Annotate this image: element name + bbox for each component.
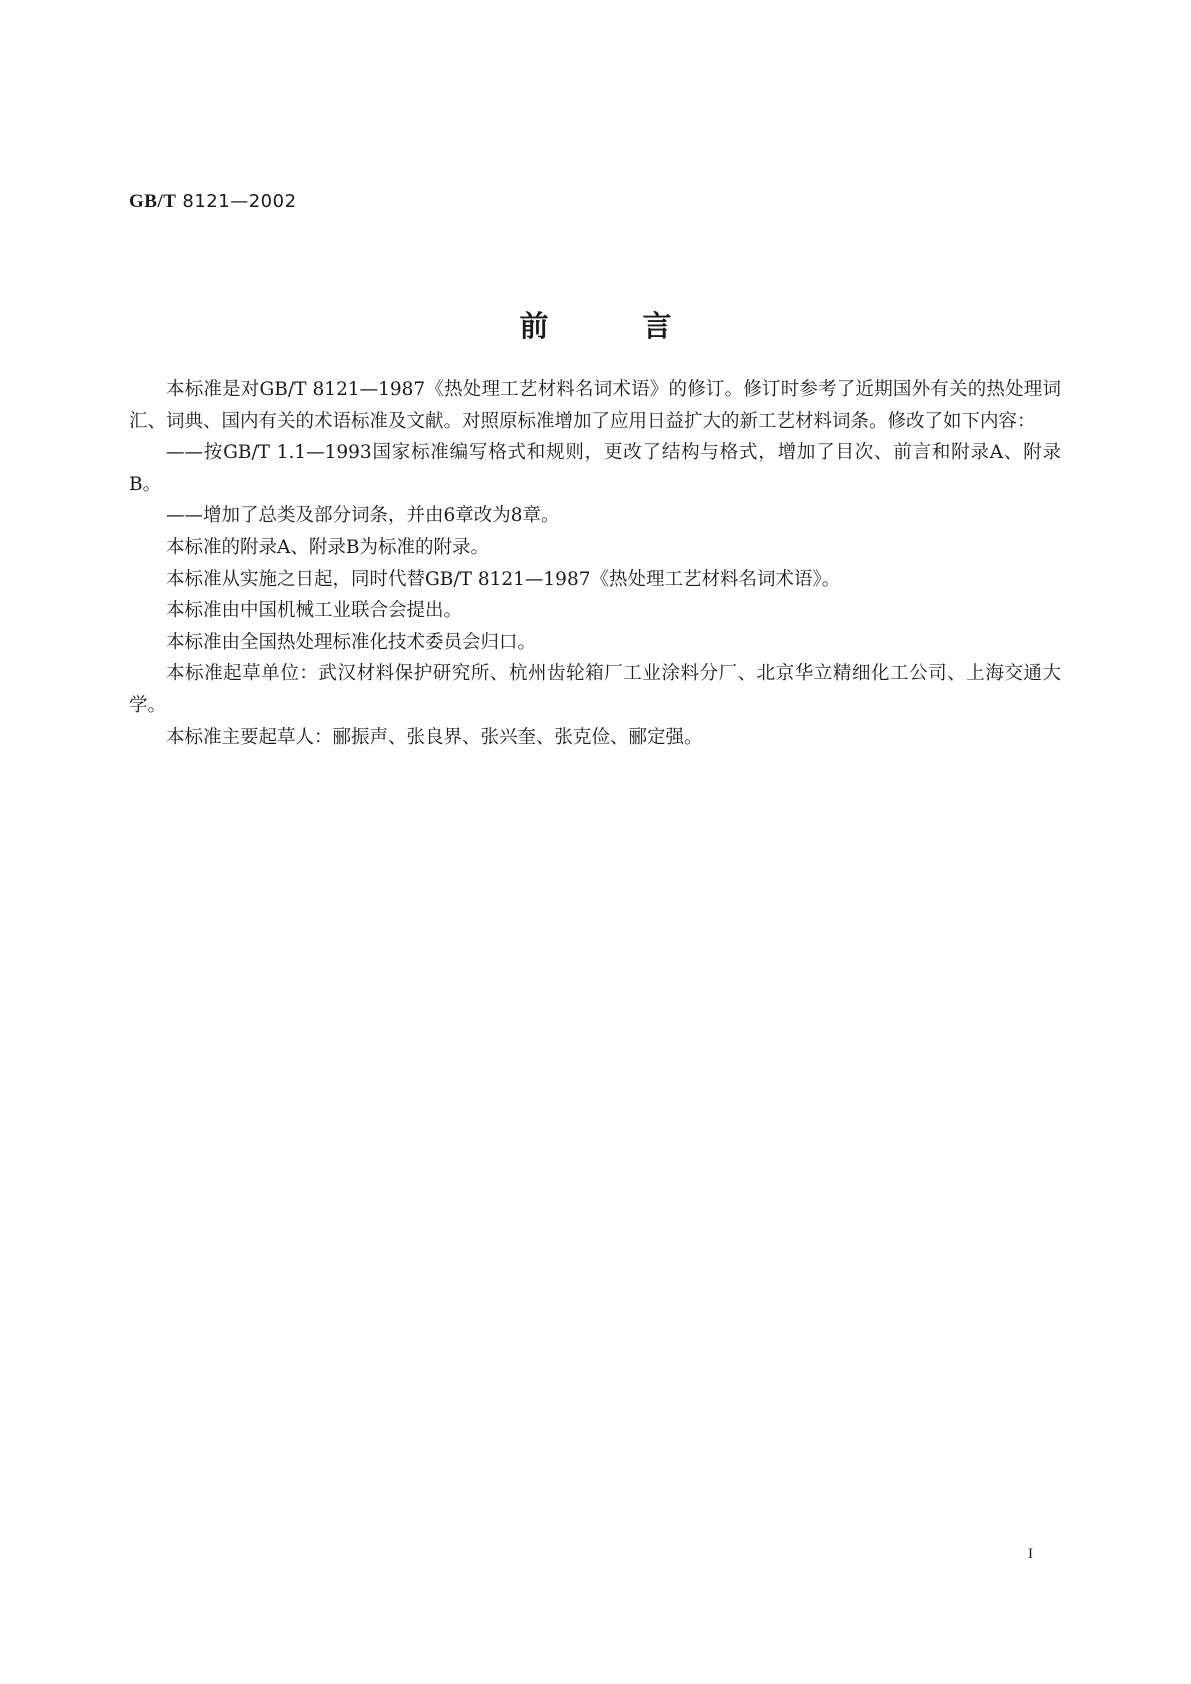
paragraph-revision-intro: 本标准是对GB/T 8121—1987《热处理工艺材料名词术语》的修订。修订时参考了近期国外有关的热处理词汇、词典、国内有关的术语标准及文献。对照原标准增加了应用日益扩大的新工艺材料词条。修改了如下内容： — [129, 379, 1061, 432]
foreword-body — [129, 374, 1061, 753]
paragraph-supersedes: 本标准从实施之日起，同时代替GB/T 8121—1987《热处理工艺材料名词术语》。 — [166, 568, 841, 590]
paragraph-appendices: 本标准的附录A、附录B为标准的附录。 — [166, 536, 489, 558]
paragraph-drafting-units: 本标准起草单位：武汉材料保护研究所、杭州齿轮箱厂工业涂料分厂、北京华立精细化工公司、上海交通大学。 — [129, 663, 1061, 716]
paragraph-proposed-by: 本标准由中国机械工业联合会提出。 — [166, 600, 463, 622]
standard-code-prefix: GB/T — [129, 191, 177, 212]
page-number: I — [1028, 1546, 1033, 1562]
paragraph-change-format: ——按GB/T 1.1—1993国家标准编写格式和规则，更改了结构与格式，增加了目次、前言和附录A、附录B。 — [129, 442, 1061, 495]
standard-code — [129, 188, 297, 215]
paragraph-drafters: 本标准主要起草人：郦振声、张良界、张兴奎、张克俭、郦定强。 — [166, 726, 703, 748]
paragraph-change-entries: ——增加了总类及部分词条，并由6章改为8章。 — [166, 505, 560, 527]
standard-code-number: 8121—2002 — [182, 191, 297, 212]
paragraph-managed-by: 本标准由全国热处理标准化技术委员会归口。 — [166, 631, 537, 653]
page-title: 前言 — [519, 309, 766, 343]
